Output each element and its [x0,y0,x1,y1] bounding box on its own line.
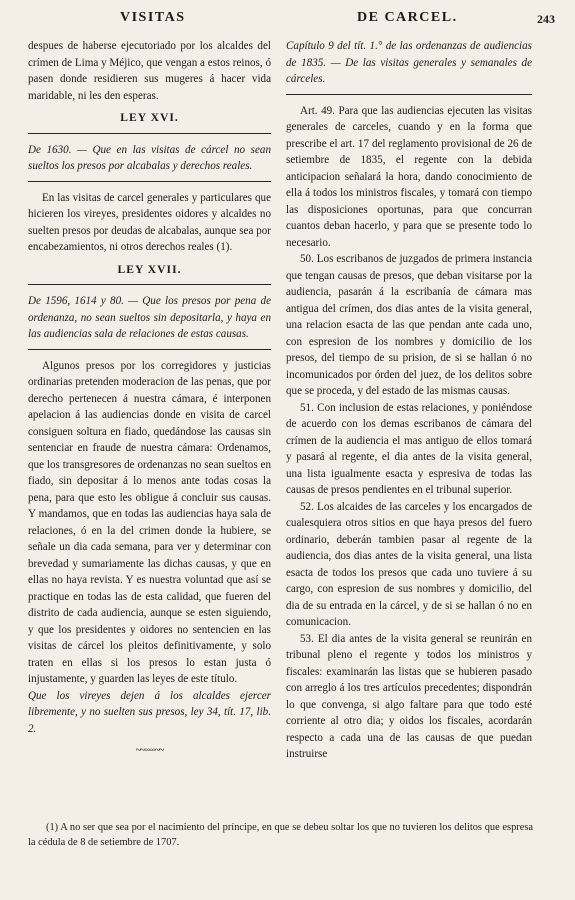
cross-reference: Que los vireyes dejen á los alcaldes ejercer libremente, y no suelten sus presos, ley 34, tít. 17, lib. 2. [28,689,271,735]
footnote-text: (1) A no ser que sea por el nacimiento del príncipe, en que se debeu soltar los que no tuvieren los delitos que espresa la cédula de 8 de setiembre de 1707. [28,822,533,848]
article-53: 53. El dia antes de la visita general se reunirán en tribunal pleno el regente y todos los ministros y fiscales: examinarán las listas que se hubieren pasado con arreglo á los tres artículos precedentes; dispondrán lo que convenga, si algo faltare para que todo esté corriente al otro dia; y oidos los fiscales, acordarán respecto a cada una de las causas de que puedan instruirse [286,632,532,760]
page-number: 243 [537,12,555,26]
divider [286,94,532,95]
ley-17-summary: De 1596, 1614 y 80. — Que los presos por pena de ordenanza, no sean sueltos sin depositarla, y haya en las audiencias sala de relaciones de estas causas. [28,295,271,340]
chapter-reference: Capítulo 9 del tít. 1.° de las ordenanzas de audiencias de 1835. — De las visitas generales y semanales de cárceles. [286,40,532,85]
ley-16-summary: De 1630. — Que en las visitas de cárcel no sean sueltos los presos por alcabalas y derechos reales. [28,143,271,172]
divider [28,349,271,350]
left-column [28,38,271,760]
ornament-divider: ~~◦◦◦◦~~ [135,745,164,756]
right-column [286,38,532,763]
divider [28,133,271,134]
footnote [28,820,533,850]
paragraph-continued: despues de haberse ejecutoriado por los alcaldes del crímen de Lima y Méjico, que vengan a estos reinos, ó pasen donde residieren sus mugeres á hacer vida maridable, ni les den esperas. [28,40,271,102]
running-header-left: VISITAS [120,10,186,25]
article-49: Art. 49. Para que las audiencias ejecuten las visitas generales de carceles, cuando y en la forma que prescribe el art. 17 del reglamento provisional de 26 de setiembre de 1835, el regente con la debida anticipacion señalará la hora, dando conocimiento de ella á todos los ministros fiscales, y tomará con tiempo las disposiciones oportunas, para que concurran cuantos deban hacerlo, y para que se presente todo lo necesario. [286,104,532,249]
ley-17-text: Algunos presos por los corregidores y justicias ordinarias pretenden moderacion de las penas, que por derecho pertenecen á nuestra cámara, é interponen apelacion á las audiencias donde en visita de carcel consiguen soltura en fiado, quedándose las causas sin sentenciar en fraude de nuestra cámara: Ordenamos, que los transgresores de ordenanzas no sean sueltos en fiado, sin depositar á lo menos ante todas cosas la pena, para que esto les obligue á concluir sus causas. Y mandamos, que en todas las audiencias haya sala de relaciones, ó en la del crimen donde la hubiere, se señale un dia cada semana, para ver y determinar con brevedad y sumariamente las dichas causas, y que en ellas no haya revista. Y es nuestra voluntad que así se practique en todas las de esta calidad, que fueren del distrito de cada audiencia, aunque se esten siguiendo, y que los presidentes y oidores no sentencien en las visitas de cárcel los pleitos definitivamente, y solo traten en ellas si los presos lo estan justa ó injustamente, y guarden las leyes de este título. [28,359,271,685]
ley-16-heading: LEY XVI. [120,111,179,124]
article-52: 52. Los alcaides de las carceles y los encargados de cualesquiera otros sitios en que haya presos del fuero ordinario, deberán tambien pasar al regente de la audiencia, dos dias antes de la visita general, una lista esacta de todos los presos que cada uno tuviere á su cargo, con espresion de sus nombres y domicilio, del dia de su entrada en la cárcel, y de si se hallan ó no en comunicacion. [286,500,532,628]
ley-17-heading: LEY XVII. [117,262,182,276]
ley-16-text: En las visitas de carcel generales y particulares que hicieren los vireyes, presidentes oidores y alcaldes no suelten presos por deudas de alcabalas, aunque sea por encabezamientos, ni otros derechos reales (1). [28,191,271,253]
running-header-right: DE CARCEL. [357,10,458,25]
divider [28,284,271,285]
article-51: 51. Con inclusion de estas relaciones, y poniéndose de acuerdo con los demas escribanos de cámara del crímen de la audiencia el mas antiguo de ellos tomará y pasará al regente, el dia antes de la visita general, una lista igualmente esacta y espresiva de todas las causas de presos pendientes en el tribunal superior. [286,401,532,496]
divider [28,181,271,182]
article-50: 50. Los escribanos de juzgados de primera instancia que tengan causas de presos, que deban visitarse por la audiencia, pasarán á la escribanía de cámara mas antigua del crímen, dos dias antes de la visita general, una relacion esacta de las que pendan ante cada uno, con espresion de los nombres y domicilio de los presos, del tiempo de su prision, de si se hallan ó no incomunicados por órden del juez, de los delitos sobre que se proceda, y del estado de las mismas causas. [286,253,532,397]
